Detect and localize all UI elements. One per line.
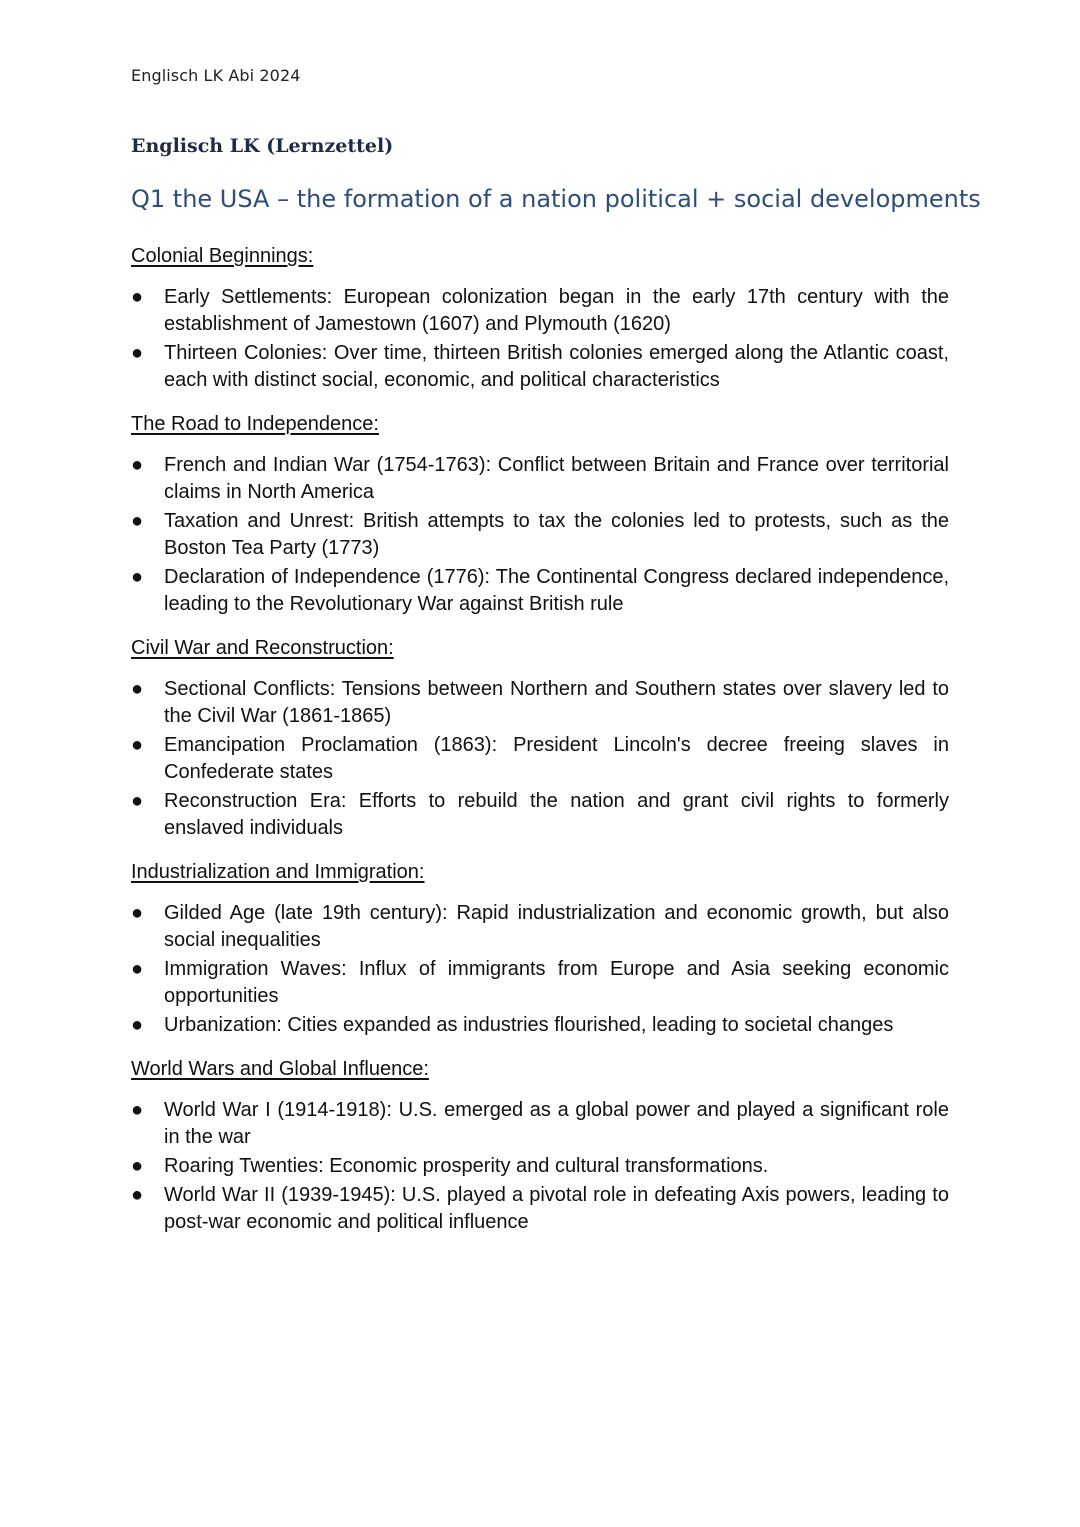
section-heading: Civil War and Reconstruction:: [131, 637, 394, 659]
document-title: Englisch LK (Lernzettel): [131, 135, 394, 157]
list-item-text: Early Settlements: European colonization began in the early 17th century with the establishment of Jamestown (1607) and Plymouth (1620): [164, 286, 949, 335]
bullet-icon: ●: [131, 790, 144, 812]
list-item-text: Taxation and Unrest: British attempts to tax the colonies led to protests, such as the Boston Tea Party (1773): [164, 510, 949, 559]
section-colonial-beginnings: [131, 242, 949, 394]
bullet-icon: ●: [131, 1099, 144, 1121]
list-item-text: French and Indian War (1754-1763): Conflict between Britain and France over territorial claims in North America: [164, 454, 949, 503]
bullet-icon: ●: [131, 1155, 144, 1177]
list-item-text: World War I (1914-1918): U.S. emerged as a global power and played a significant role in the war: [164, 1099, 949, 1148]
bullet-list: [131, 900, 949, 1039]
list-item-text: Sectional Conflicts: Tensions between Northern and Southern states over slavery led to the Civil War (1861-1865): [164, 678, 949, 727]
list-item: [131, 900, 949, 954]
list-item: [131, 564, 949, 618]
section-world-wars: [131, 1055, 949, 1236]
list-item-text: Gilded Age (late 19th century): Rapid industrialization and economic growth, but also social inequalities: [164, 902, 949, 951]
list-item: [131, 956, 949, 1010]
list-item: [131, 1012, 949, 1039]
list-item-text: Thirteen Colonies: Over time, thirteen British colonies emerged along the Atlantic coast, each with distinct social, economic, and political characteristics: [164, 342, 949, 391]
bullet-icon: ●: [131, 734, 144, 756]
section-heading: World Wars and Global Influence:: [131, 1058, 429, 1080]
list-item-text: Declaration of Independence (1776): The Continental Congress declared independence, leading to the Revolutionary War against British rule: [164, 566, 949, 615]
bullet-icon: ●: [131, 342, 144, 364]
bullet-icon: ●: [131, 566, 144, 588]
bullet-icon: ●: [131, 902, 144, 924]
bullet-list: [131, 284, 949, 394]
bullet-icon: ●: [131, 678, 144, 700]
list-item: [131, 732, 949, 786]
list-item: [131, 788, 949, 842]
bullet-icon: ●: [131, 510, 144, 532]
list-item: [131, 284, 949, 338]
list-item-text: Emancipation Proclamation (1863): President Lincoln's decree freeing slaves in Confederate states: [164, 734, 949, 783]
list-item: [131, 452, 949, 506]
bullet-icon: ●: [131, 958, 144, 980]
bullet-list: [131, 452, 949, 618]
section-heading: Industrialization and Immigration:: [131, 861, 425, 883]
list-item: [131, 676, 949, 730]
bullet-list: [131, 1097, 949, 1236]
section-civil-war-reconstruction: [131, 634, 949, 842]
list-item-text: Roaring Twenties: Economic prosperity and cultural transformations.: [164, 1155, 769, 1177]
bullet-icon: ●: [131, 1014, 144, 1036]
bullet-icon: ●: [131, 454, 144, 476]
bullet-icon: ●: [131, 286, 144, 308]
list-item: [131, 1097, 949, 1151]
list-item-text: Reconstruction Era: Efforts to rebuild the nation and grant civil rights to formerly enslaved individuals: [164, 790, 949, 839]
bullet-icon: ●: [131, 1184, 144, 1206]
list-item-text: Immigration Waves: Influx of immigrants from Europe and Asia seeking economic opportunities: [164, 958, 949, 1007]
list-item-text: Urbanization: Cities expanded as industries flourished, leading to societal changes: [164, 1014, 894, 1036]
list-item: [131, 340, 949, 394]
document-body: [131, 242, 949, 1252]
section-heading: The Road to Independence:: [131, 413, 379, 435]
section-heading: Colonial Beginnings:: [131, 245, 314, 267]
list-item: [131, 508, 949, 562]
document-subtitle: Q1 the USA – the formation of a nation political + social developments: [131, 185, 981, 213]
bullet-list: [131, 676, 949, 842]
section-road-to-independence: [131, 410, 949, 618]
section-industrialization-immigration: [131, 858, 949, 1039]
list-item: [131, 1153, 949, 1180]
list-item-text: World War II (1939-1945): U.S. played a pivotal role in defeating Axis powers, leading to post-war economic and political influence: [164, 1184, 949, 1233]
list-item: [131, 1182, 949, 1236]
running-header: Englisch LK Abi 2024: [131, 66, 301, 85]
